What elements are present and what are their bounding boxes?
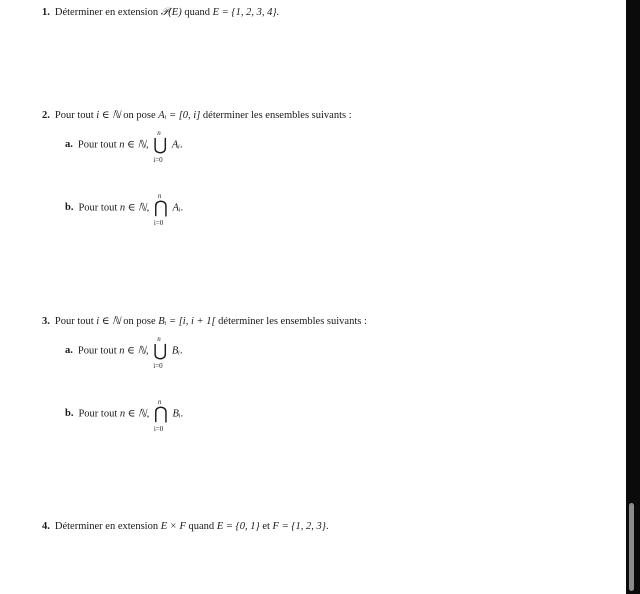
math-expression: n ∈ ℕ,: [119, 408, 150, 420]
exercise-text: on pose: [120, 316, 159, 327]
math-expression: Bᵢ = [i, i + 1[: [158, 316, 216, 327]
item-text: .: [180, 202, 184, 214]
math-expression: E = {0, 1}: [216, 521, 260, 532]
item-label: b.: [65, 408, 74, 420]
math-expression: E × F: [160, 521, 186, 532]
item-text: Pour tout: [77, 139, 120, 151]
item-label: a.: [65, 139, 73, 151]
math-expression: Aᵢ: [172, 202, 181, 214]
item-text: .: [179, 345, 183, 357]
item-label: a.: [65, 345, 73, 357]
item-text: Pour tout: [77, 345, 120, 357]
exercise-text: Pour tout: [54, 110, 97, 121]
exercise-text: déterminer les ensembles suivants :: [200, 110, 352, 121]
exercise-text: .: [276, 7, 280, 18]
math-expression: Aᵢ: [171, 139, 180, 151]
big-union-operator: ⋃ n i=0: [153, 129, 168, 164]
math-expression: i ∈ ℕ: [96, 316, 121, 327]
exercise-3b: [65, 398, 184, 433]
math-expression: Aᵢ = [0, i]: [158, 110, 201, 121]
math-expression: i ∈ ℕ: [96, 110, 121, 121]
exercise-text: on pose: [120, 110, 159, 121]
exercise-text: .: [325, 521, 329, 532]
math-expression: Bᵢ: [171, 345, 180, 357]
exercise-number: 1.: [42, 7, 50, 18]
exercise-number: 4.: [42, 521, 50, 532]
big-intersection-operator: ⋂ n i=0: [153, 192, 168, 227]
math-expression: n ∈ ℕ,: [119, 139, 149, 151]
math-expression: E = {1, 2, 3, 4}: [212, 7, 277, 18]
exercise-3: [42, 315, 367, 329]
scrollbar-thumb[interactable]: [629, 503, 634, 591]
exercise-number: 2.: [42, 110, 50, 121]
exercise-text: Pour tout: [54, 316, 97, 327]
exercise-1: [42, 6, 279, 20]
exercise-text: Déterminer en extension: [54, 521, 161, 532]
item-text: Pour tout: [78, 202, 120, 214]
math-expression: Bᵢ: [172, 408, 181, 420]
exercise-text: Déterminer en extension: [54, 7, 161, 18]
exercise-text: et: [259, 521, 273, 532]
exercise-2: [42, 109, 352, 123]
exercise-4: [42, 520, 329, 534]
math-expression: n ∈ ℕ,: [119, 202, 150, 214]
big-union-operator: ⋃ n i=0: [153, 335, 168, 370]
math-expression: F = {1, 2, 3}: [272, 521, 326, 532]
exercise-text: quand: [185, 521, 217, 532]
exercise-2b: [65, 192, 184, 227]
math-expression: 𝒫(E): [160, 7, 182, 18]
item-text: .: [180, 408, 184, 420]
big-intersection-operator: ⋂ n i=0: [153, 398, 168, 433]
item-text: .: [179, 139, 183, 151]
exercise-number: 3.: [42, 316, 50, 327]
item-text: Pour tout: [78, 408, 120, 420]
exercise-text: déterminer les ensembles suivants :: [215, 316, 367, 327]
exercise-text: quand: [181, 7, 213, 18]
math-expression: n ∈ ℕ,: [119, 345, 149, 357]
item-label: b.: [65, 202, 74, 214]
exercise-2a: [65, 129, 183, 164]
exercise-3a: [65, 335, 183, 370]
